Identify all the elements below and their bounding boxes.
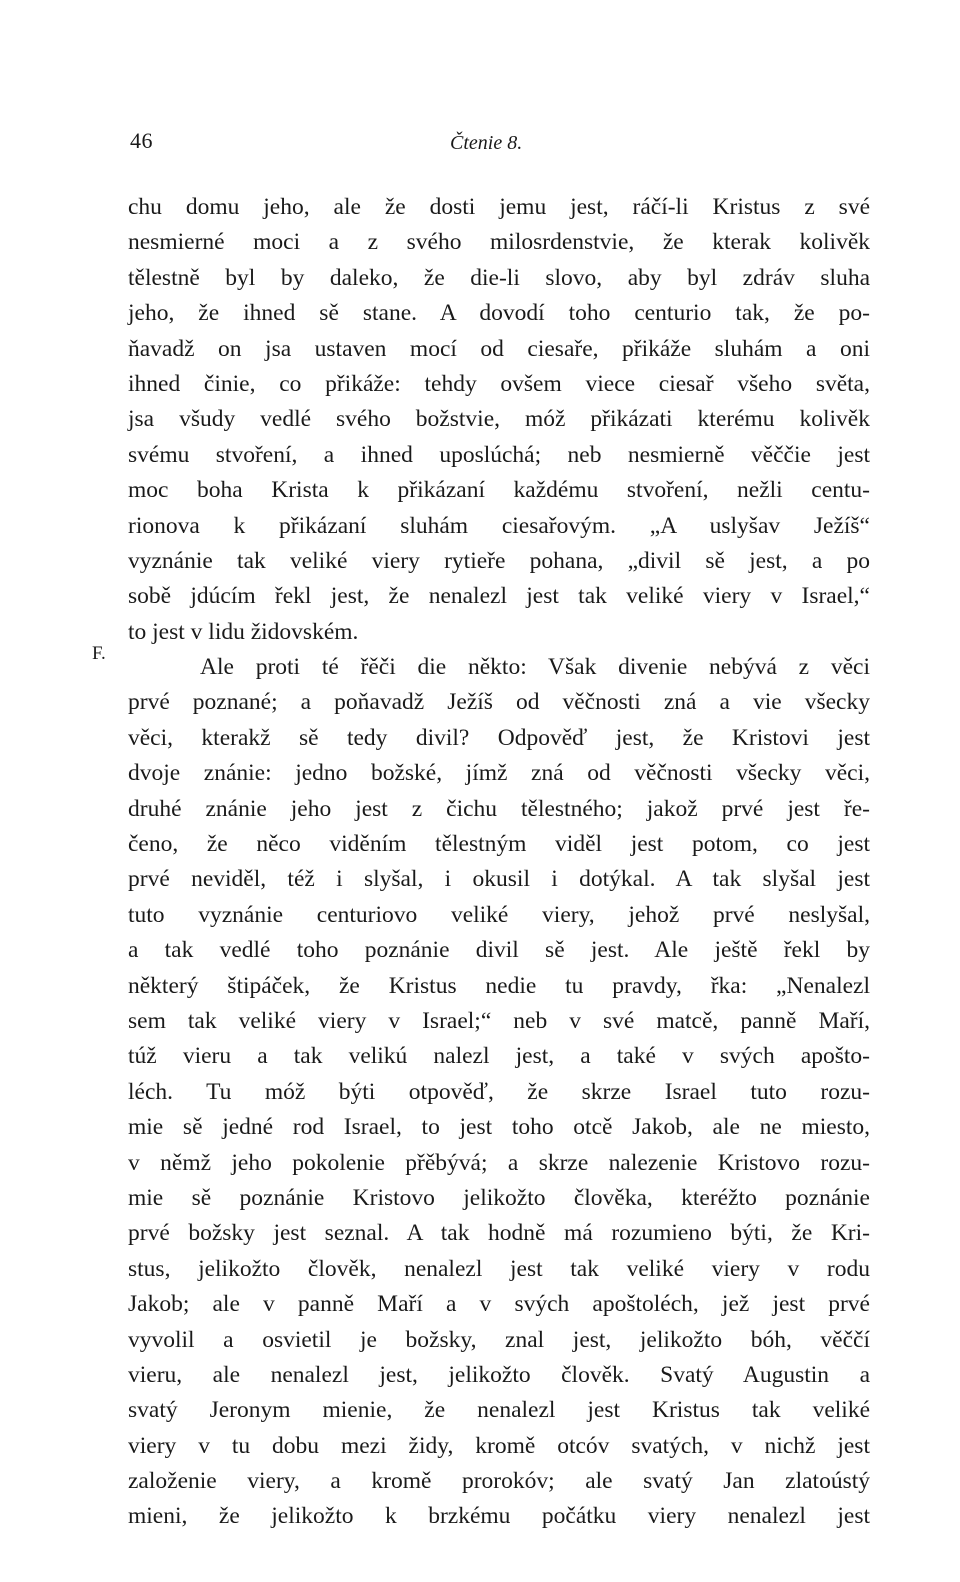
text-line: druhé znánie jeho jest z čichu tělestného; jakož prvé jest ře- bbox=[128, 795, 870, 822]
text-line: svému stvoření, a ihned uposlúchá; neb nesmierně věččie jest bbox=[128, 441, 870, 468]
text-line: moc boha Krista k přikázaní každému stvoření, nežli centu- bbox=[128, 477, 870, 504]
text-line: založenie viery, a kromě prorokóv; ale svatý Jan zlatoústý bbox=[128, 1468, 870, 1495]
text-line: rionova k přikázaní sluhám ciesařovým. „A uslyšav Ježíš“ bbox=[128, 512, 870, 539]
text-line: jeho, že ihned sě stane. A dovodí toho centurio tak, že po- bbox=[128, 300, 870, 327]
page-header bbox=[130, 128, 870, 158]
text-line: jsa všudy vedlé svého božstvie, móž přikázati kterému kolivěk bbox=[128, 406, 870, 433]
text-line: prvé neviděl, též i slyšal, i okusil i dotýkal. A tak slyšal jest bbox=[128, 866, 870, 893]
text-line: svatý Jeronym mienie, že nenalezl jest Kristus tak veliké bbox=[128, 1397, 870, 1424]
text-line: léch. Tu móž býti otpověď, že skrze Israel tuto rozu- bbox=[128, 1078, 870, 1105]
text-line: a tak vedlé toho poznánie divil sě jest. Ale ještě řekl by bbox=[128, 937, 870, 964]
text-line: některý štipáček, že Kristus nedie tu pravdy, řka: „Nenalezl bbox=[128, 972, 870, 999]
text-line: mie sě jedné rod Israel, to jest toho otcě Jakob, ale ne miesto, bbox=[128, 1114, 870, 1141]
text-line: tělestně byl by daleko, že die-li slovo, aby byl zdráv sluha bbox=[128, 264, 870, 291]
text-line: chu domu jeho, ale že dosti jemu jest, ráčí-li Kristus z své bbox=[128, 194, 870, 220]
text-line: v němž jeho pokolenie přěbývá; a skrze nalezenie Kristovo rozu- bbox=[128, 1149, 870, 1176]
text-line: čeno, že něco viděním tělestným viděl jest potom, co jest bbox=[128, 831, 870, 858]
text-line: ňavadž on jsa ustaven mocí od ciesaře, přikáže sluhám a oni bbox=[128, 335, 870, 362]
text-line: věci, kterakž sě tedy divil? Odpověď jest, že Kristovi jest bbox=[128, 724, 870, 751]
text-line: tuto vyznánie centuriovo veliké viery, jehož prvé neslyšal, bbox=[128, 901, 870, 928]
text-line: sem tak veliké viery v Israel;“ neb v své matcě, panně Maří, bbox=[128, 1007, 870, 1034]
text-line: prvé poznané; a poňavadž Ježíš od věčnosti zná a vie všecky bbox=[128, 689, 870, 716]
text-line: mieni, že jelikožto k brzkému počátku viery nenalezl jest bbox=[128, 1503, 870, 1530]
text-line: vyvolil a osvietil je božsky, znal jest, jelikožto bóh, věččí bbox=[128, 1326, 870, 1353]
text-line: mie sě poznánie Kristovo jelikožto člověka, kteréžto poznánie bbox=[128, 1184, 870, 1211]
text-line: Ale proti té řěči die někto: Však divenie nebývá z věci bbox=[200, 654, 870, 681]
text-line: ihned činie, co přikáže: tehdy ovšem viece ciesař všeho světa, bbox=[128, 370, 870, 397]
margin-mark: F. bbox=[92, 643, 106, 664]
page-number: 46 bbox=[130, 128, 153, 153]
text-line: prvé božsky jest seznal. A tak hodně má rozumieno býti, že Kri- bbox=[128, 1220, 870, 1247]
running-title: Čtenie 8. bbox=[450, 132, 523, 154]
text-line: Jakob; ale v panně Maří a v svých apoštoléch, jež jest prvé bbox=[128, 1291, 870, 1318]
text-line: sobě jdúcím řekl jest, že nenalezl jest tak veliké viery v Israel,“ bbox=[128, 583, 870, 610]
text-line: stus, jelikožto člověk, nenalezl jest tak veliké viery v rodu bbox=[128, 1255, 870, 1282]
text-line: dvoje znánie: jedno božské, jímž zná od věčnosti všecky věci, bbox=[128, 760, 870, 787]
body-text bbox=[128, 190, 870, 1535]
text-line: to jest v lidu židovském. bbox=[128, 618, 359, 645]
text-line: vieru, ale nenalezl jest, jelikožto člověk. Svatý Augustin a bbox=[128, 1361, 870, 1388]
text-line: túž vieru a tak velikú nalezl jest, a také v svých apošto- bbox=[128, 1043, 870, 1070]
text-line: nesmierné moci a z svého milosrdenstvie, že kterak kolivěk bbox=[128, 229, 870, 256]
text-line: viery v tu dobu mezi židy, kromě otcóv svatých, v nichž jest bbox=[128, 1432, 870, 1459]
text-line: vyznánie tak veliké viery rytieře pohana, „divil sě jest, a po bbox=[128, 547, 870, 574]
